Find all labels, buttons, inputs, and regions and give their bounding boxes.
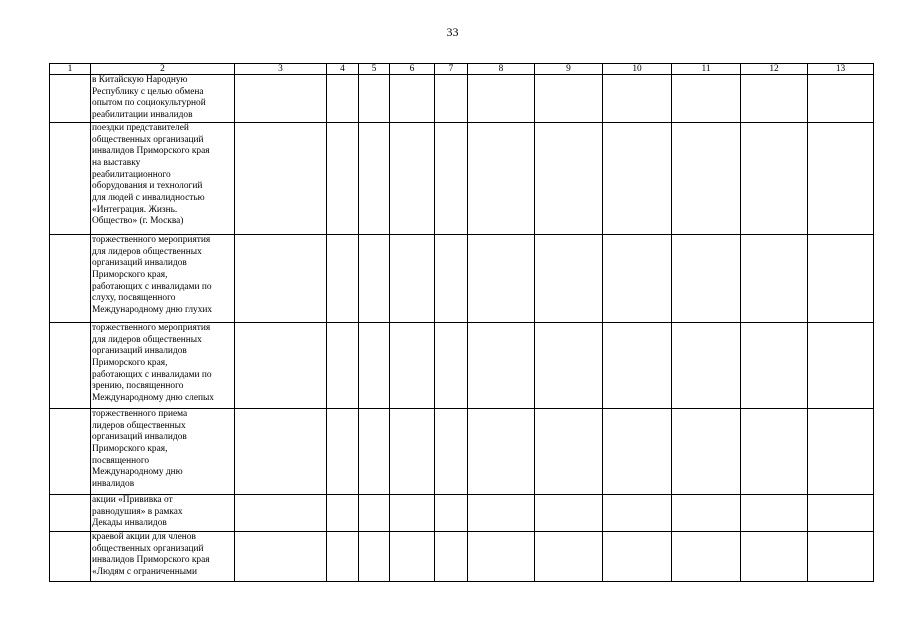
empty-cell	[50, 75, 91, 123]
empty-cell	[672, 322, 741, 408]
empty-cell	[808, 408, 874, 494]
empty-cell	[235, 494, 327, 531]
empty-cell	[672, 494, 741, 531]
header-row	[50, 64, 874, 75]
column-header-5: 5	[359, 64, 390, 75]
data-table	[49, 63, 874, 582]
empty-cell	[603, 234, 672, 322]
empty-cell	[741, 494, 808, 531]
table-row	[50, 531, 874, 581]
empty-cell	[235, 531, 327, 581]
empty-cell	[672, 234, 741, 322]
column-header-10: 10	[603, 64, 672, 75]
empty-cell	[603, 75, 672, 123]
empty-cell	[359, 531, 390, 581]
empty-cell	[535, 75, 603, 123]
empty-cell	[50, 322, 91, 408]
table-row	[50, 75, 874, 123]
empty-cell	[808, 531, 874, 581]
empty-cell	[435, 234, 468, 322]
empty-cell	[327, 322, 359, 408]
empty-cell	[672, 75, 741, 123]
empty-cell	[741, 531, 808, 581]
empty-cell	[359, 75, 390, 123]
empty-cell	[603, 122, 672, 234]
empty-cell	[468, 494, 535, 531]
empty-cell	[468, 234, 535, 322]
empty-cell	[50, 234, 91, 322]
empty-cell	[390, 322, 435, 408]
row-description-cell: акции «Прививка от равнодушия» в рамках Декады инвалидов	[91, 494, 235, 531]
row-description-cell: торжественного мероприятия для лидеров общественных организаций инвалидов Приморского края, работающих с инвалидами по зрению, посвященного Международному дню слепых	[91, 322, 235, 408]
empty-cell	[468, 531, 535, 581]
page-number: 33	[446, 25, 459, 39]
row-description-cell: торжественного мероприятия для лидеров общественных организаций инвалидов Приморского края, работающих с инвалидами по слуху, посвященного Международному дню глухих	[91, 234, 235, 322]
empty-cell	[390, 494, 435, 531]
empty-cell	[390, 531, 435, 581]
empty-cell	[235, 75, 327, 123]
empty-cell	[435, 408, 468, 494]
empty-cell	[808, 494, 874, 531]
row-description-cell: в Китайскую Народную Республику с целью обмена опытом по социокультурной реабилитации инвалидов	[91, 75, 235, 123]
empty-cell	[741, 75, 808, 123]
empty-cell	[741, 408, 808, 494]
column-header-13: 13	[808, 64, 874, 75]
empty-cell	[535, 322, 603, 408]
empty-cell	[390, 408, 435, 494]
empty-cell	[603, 322, 672, 408]
empty-cell	[359, 122, 390, 234]
empty-cell	[435, 322, 468, 408]
column-header-11: 11	[672, 64, 741, 75]
empty-cell	[50, 531, 91, 581]
table-row	[50, 494, 874, 531]
empty-cell	[359, 408, 390, 494]
empty-cell	[468, 75, 535, 123]
empty-cell	[808, 75, 874, 123]
table-row	[50, 408, 874, 494]
empty-cell	[468, 122, 535, 234]
column-header-2: 2	[91, 64, 235, 75]
empty-cell	[390, 234, 435, 322]
empty-cell	[535, 122, 603, 234]
empty-cell	[390, 122, 435, 234]
empty-cell	[535, 408, 603, 494]
empty-cell	[672, 531, 741, 581]
empty-cell	[390, 75, 435, 123]
empty-cell	[359, 234, 390, 322]
empty-cell	[535, 531, 603, 581]
empty-cell	[808, 322, 874, 408]
empty-cell	[741, 322, 808, 408]
empty-cell	[468, 322, 535, 408]
row-description-cell: краевой акции для членов общественных организаций инвалидов Приморского края «Людям с ограниченными	[91, 531, 235, 581]
empty-cell	[327, 75, 359, 123]
empty-cell	[50, 408, 91, 494]
empty-cell	[50, 494, 91, 531]
column-header-1: 1	[50, 64, 91, 75]
empty-cell	[741, 234, 808, 322]
empty-cell	[327, 122, 359, 234]
empty-cell	[808, 234, 874, 322]
row-description-cell: торжественного приема лидеров общественных организаций инвалидов Приморского края, посвященного Международному дню инвалидов	[91, 408, 235, 494]
empty-cell	[235, 322, 327, 408]
empty-cell	[603, 408, 672, 494]
column-header-3: 3	[235, 64, 327, 75]
empty-cell	[603, 494, 672, 531]
table-row	[50, 322, 874, 408]
empty-cell	[535, 494, 603, 531]
empty-cell	[235, 122, 327, 234]
empty-cell	[327, 408, 359, 494]
row-description-cell: поездки представителей общественных организаций инвалидов Приморского края на выставку реабилитационного оборудования и технологий для людей с инвалидностью «Интеграция. Жизнь. Общество» (г. Москва)	[91, 122, 235, 234]
empty-cell	[603, 531, 672, 581]
column-header-8: 8	[468, 64, 535, 75]
empty-cell	[327, 494, 359, 531]
table-row	[50, 234, 874, 322]
empty-cell	[535, 234, 603, 322]
column-header-7: 7	[435, 64, 468, 75]
empty-cell	[359, 322, 390, 408]
empty-cell	[435, 494, 468, 531]
empty-cell	[359, 494, 390, 531]
column-header-6: 6	[390, 64, 435, 75]
column-header-12: 12	[741, 64, 808, 75]
empty-cell	[672, 408, 741, 494]
empty-cell	[672, 122, 741, 234]
empty-cell	[235, 408, 327, 494]
empty-cell	[435, 75, 468, 123]
table-body	[50, 75, 874, 582]
table-row	[50, 122, 874, 234]
empty-cell	[327, 234, 359, 322]
empty-cell	[435, 531, 468, 581]
empty-cell	[327, 531, 359, 581]
empty-cell	[741, 122, 808, 234]
empty-cell	[235, 234, 327, 322]
empty-cell	[50, 122, 91, 234]
column-header-4: 4	[327, 64, 359, 75]
empty-cell	[435, 122, 468, 234]
empty-cell	[808, 122, 874, 234]
empty-cell	[468, 408, 535, 494]
column-header-9: 9	[535, 64, 603, 75]
